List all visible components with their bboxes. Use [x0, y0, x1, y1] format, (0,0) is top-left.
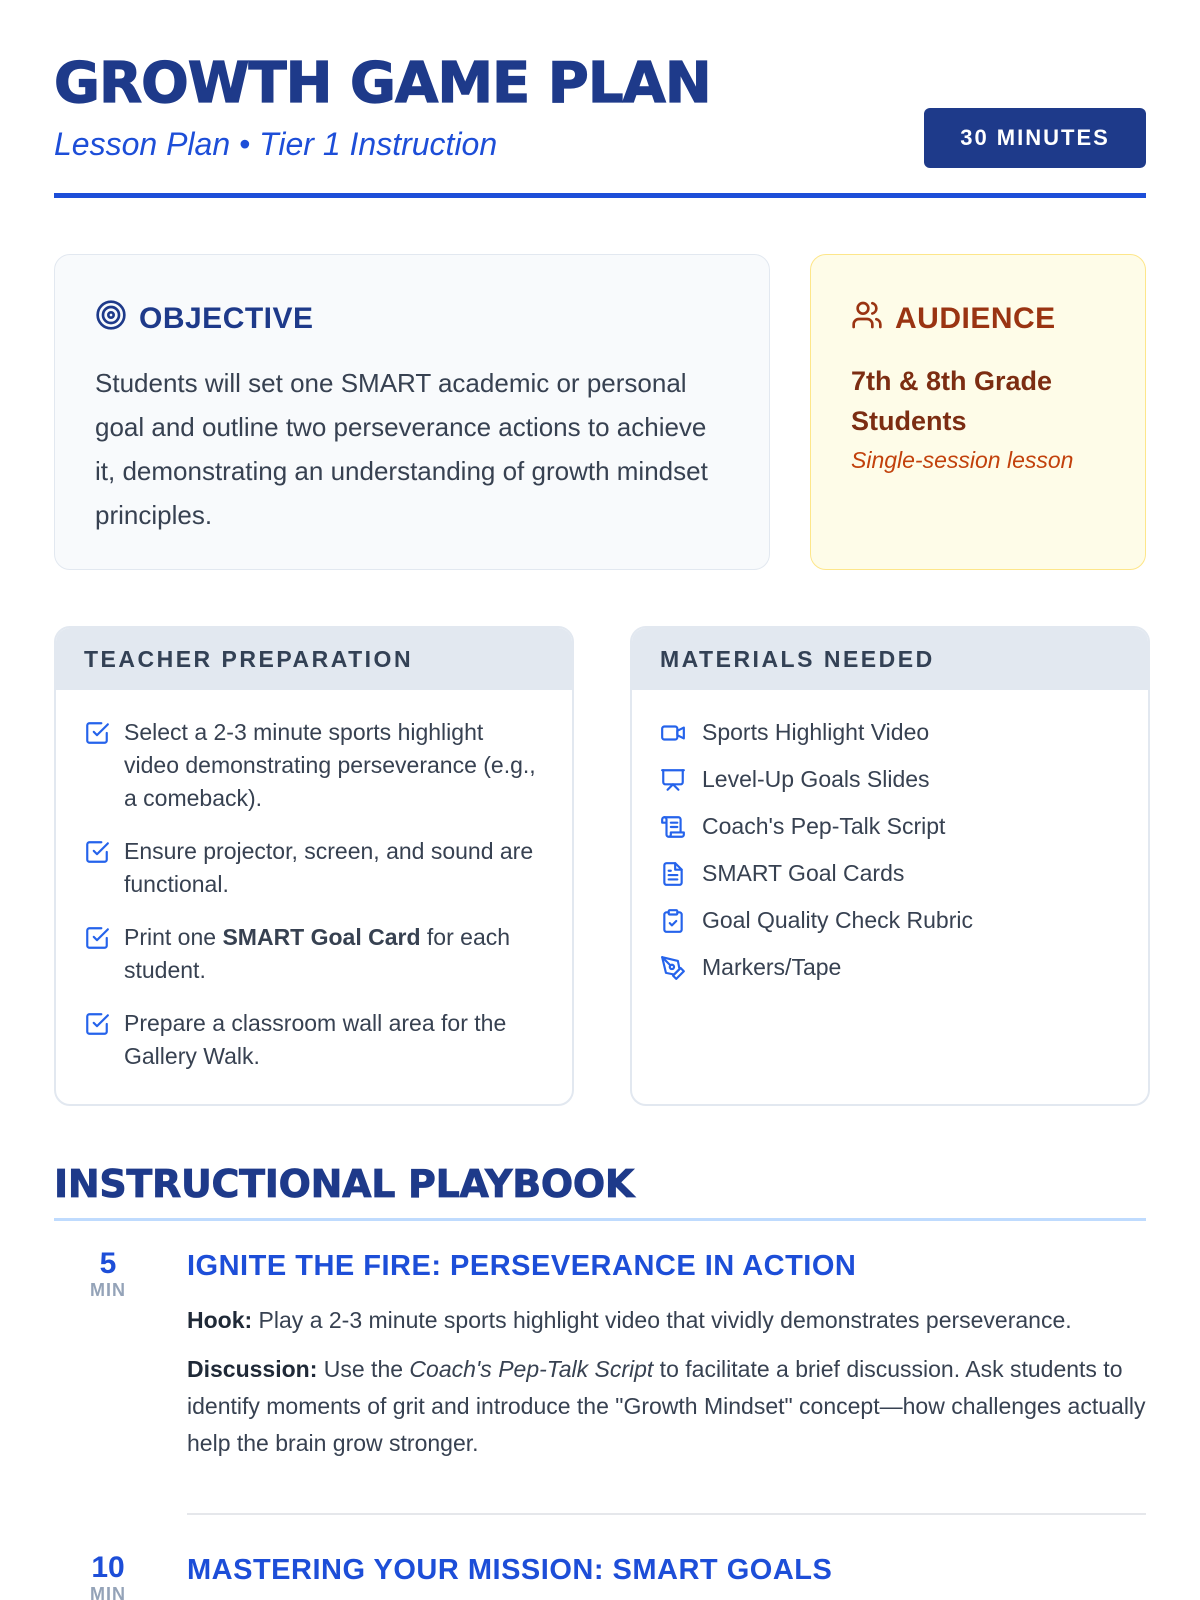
step-duration [54, 1248, 162, 1301]
objective-card [54, 254, 770, 570]
prep-item [84, 1007, 544, 1073]
objective-heading [95, 299, 729, 339]
material-label: Markers/Tape [702, 954, 842, 980]
checkbox-checked-icon [84, 1007, 110, 1073]
materials-needed-panel [630, 626, 1150, 1106]
teacher-preparation-heading: TEACHER PREPARATION [56, 628, 572, 690]
material-item [660, 763, 1120, 796]
presentation-icon [660, 767, 686, 793]
playbook-title: INSTRUCTIONAL PLAYBOOK [54, 1162, 635, 1206]
step-content [187, 1552, 1146, 1588]
materials-needed-heading: MATERIALS NEEDED [632, 628, 1148, 690]
page-title: GROWTH GAME PLAN [54, 51, 711, 116]
step-title: MASTERING YOUR MISSION: SMART GOALS [187, 1554, 833, 1586]
prep-item [84, 921, 544, 987]
material-label: SMART Goal Cards [702, 860, 905, 886]
prep-item-text: Ensure projector, screen, and sound are functional. [124, 838, 534, 897]
playbook-divider [54, 1218, 1146, 1221]
material-label: Goal Quality Check Rubric [702, 907, 973, 933]
material-label: Coach's Pep-Talk Script [702, 813, 946, 839]
audience-note: Single-session lesson [851, 447, 1074, 473]
step-unit: MIN [90, 1584, 126, 1600]
prep-item-text: Select a 2-3 minute sports highlight video demonstrating perseverance (e.g., a comeback). [124, 719, 536, 811]
target-icon [95, 299, 127, 339]
materials-list [632, 690, 1148, 1018]
checkbox-checked-icon [84, 716, 110, 815]
clipboard-check-icon [660, 908, 686, 934]
objective-heading-label: OBJECTIVE [139, 302, 314, 335]
page-subtitle: Lesson Plan • Tier 1 Instruction [54, 126, 498, 162]
step-minutes: 5 [99, 1247, 117, 1280]
smart-goal-card-emphasis: SMART Goal Card [222, 924, 421, 950]
prep-item-text: Prepare a classroom wall area for the Gallery Walk. [124, 1010, 507, 1069]
material-item [660, 810, 1120, 843]
material-item [660, 857, 1120, 890]
step-hook: Hook: Play a 2-3 minute sports highlight video that vividly demonstrates perseverance. [187, 1307, 1072, 1333]
users-icon [851, 299, 883, 339]
step-minutes: 10 [91, 1551, 125, 1584]
audience-card [810, 254, 1146, 570]
checkbox-checked-icon [84, 835, 110, 901]
step-discussion: Discussion: Use the Coach's Pep-Talk Script to facilitate a brief discussion. Ask students to identify moments of grit and introduce the "Growth Mindset" concept—how challenges actually help the brain grow stronger. [187, 1356, 1146, 1456]
teacher-preparation-panel [54, 626, 574, 1106]
pen-tool-icon [660, 955, 686, 981]
scroll-icon [660, 814, 686, 840]
audience-grade: 7th & 8th Grade Students [851, 366, 1053, 436]
lesson-header [54, 51, 1146, 162]
video-icon [660, 720, 686, 746]
header-divider [54, 193, 1146, 198]
step-duration [54, 1552, 162, 1600]
objective-text: Students will set one SMART academic or personal goal and outline two perseverance actions to achieve it, demonstrating an understanding of growth mindset principles. [95, 368, 708, 530]
step-unit: MIN [90, 1280, 126, 1300]
step-content [187, 1248, 1146, 1462]
audience-heading [851, 299, 1105, 339]
material-item [660, 716, 1120, 749]
prep-item-text: Print one SMART Goal Card for each student. [124, 924, 511, 983]
discussion-label: Discussion: [187, 1356, 318, 1382]
prep-item [84, 716, 544, 815]
prep-item [84, 835, 544, 901]
checkbox-checked-icon [84, 921, 110, 987]
teacher-preparation-list [56, 690, 572, 1106]
step-divider [187, 1513, 1146, 1515]
duration-badge: 30 MINUTES [924, 108, 1146, 168]
material-label: Level-Up Goals Slides [702, 766, 930, 792]
step-title: IGNITE THE FIRE: PERSEVERANCE IN ACTION [187, 1250, 857, 1282]
material-label: Sports Highlight Video [702, 719, 930, 745]
file-text-icon [660, 861, 686, 887]
audience-heading-label: AUDIENCE [895, 302, 1056, 335]
material-item [660, 904, 1120, 937]
hook-label: Hook: [187, 1307, 253, 1333]
material-item [660, 951, 1120, 984]
script-reference: Coach's Pep-Talk Script [409, 1356, 654, 1382]
